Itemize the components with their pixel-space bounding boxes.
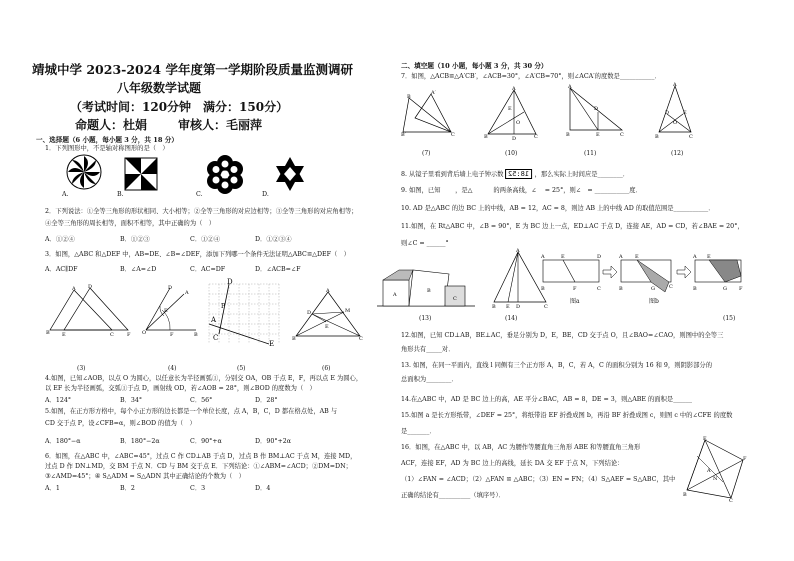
svg-text:B: B bbox=[619, 286, 623, 292]
svg-text:E: E bbox=[508, 106, 512, 112]
svg-text:C: C bbox=[620, 132, 624, 138]
svg-text:N: N bbox=[713, 476, 718, 482]
q8-text: 8. 从镜子里看到背后墙上电子钟示数 bbox=[401, 171, 504, 178]
question-13-line2: 总面积为________． bbox=[401, 376, 458, 383]
svg-text:C: C bbox=[110, 332, 114, 338]
svg-text:D: D bbox=[665, 110, 670, 116]
question-10: 10. AD 是△ABC 的边 BC 上的中线，AB = 12，AC = 8，则边 AB 上的中线 AD 的取值范围是___________． bbox=[401, 205, 715, 212]
question-11-line1: 11.如图，在 Rt△ABC 中，∠B = 90°，E 为 BC 边上一点，ED⊥AC 于点 D，连接 AE，AD = CD，若∠BAE = 20°， bbox=[401, 223, 744, 230]
q5-option-d: D．90°+2α bbox=[255, 438, 292, 445]
svg-text:E: E bbox=[561, 254, 565, 260]
fig-label-10: (10) bbox=[505, 150, 518, 157]
svg-text:D: D bbox=[88, 284, 93, 290]
fig-label-6: (6) bbox=[322, 365, 331, 372]
question-6-line3: ③∠AMD=45°；④ S△ADM = S△ADN 其中正确结论的个数为（ ） bbox=[45, 473, 245, 480]
svg-text:E: E bbox=[325, 324, 329, 330]
question-2-line1: 2．下列说法：①全等三角形的形状相同、大小相等；②全等三角形的对应边相等；③全等三角形的对应角相等； bbox=[45, 208, 358, 215]
svg-text:G: G bbox=[651, 286, 655, 292]
mirrored-clock: 18:52 bbox=[505, 169, 532, 179]
figure-5-grid bbox=[205, 280, 285, 346]
question-3: 3．如图，△ABC 和△DEF 中，AB=DE、∠B=∠DEF，添加下列哪一个条件无法证明△ABC≌△DEF（ ） bbox=[45, 251, 350, 258]
svg-text:F: F bbox=[170, 332, 174, 338]
fig-label-a: 图a bbox=[570, 298, 580, 305]
svg-text:O: O bbox=[142, 330, 147, 336]
svg-text:O: O bbox=[516, 120, 521, 126]
svg-text:M: M bbox=[345, 308, 351, 314]
question-1: 1．下列图形中，不是轴对称图形的是（ ） bbox=[45, 145, 169, 152]
svg-text:B: B bbox=[683, 492, 687, 498]
question-16-line4: 正确的结论有__________（填序号）． bbox=[401, 492, 505, 499]
svg-text:C: C bbox=[689, 134, 693, 140]
svg-text:B: B bbox=[541, 286, 545, 292]
q3-option-b: B．∠A=∠D bbox=[120, 266, 157, 273]
figure-12 bbox=[655, 84, 695, 140]
fig-label-15: (15) bbox=[723, 315, 736, 322]
figure-10 bbox=[484, 88, 540, 140]
q1-figure-a-pinwheel bbox=[62, 154, 108, 192]
svg-text:E: E bbox=[707, 254, 711, 260]
svg-text:A: A bbox=[72, 286, 76, 292]
q3-option-d: D．∠ACB=∠F bbox=[255, 266, 301, 273]
svg-text:E: E bbox=[269, 340, 275, 348]
q4-option-c: C．56° bbox=[190, 397, 213, 404]
question-15-line2: 是_______． bbox=[401, 428, 436, 435]
svg-text:D: D bbox=[168, 285, 173, 291]
svg-text:A: A bbox=[326, 288, 330, 294]
svg-text:A: A bbox=[185, 290, 189, 296]
svg-text:C: C bbox=[453, 296, 457, 302]
figure-11 bbox=[564, 86, 626, 138]
svg-text:D: D bbox=[512, 136, 517, 142]
q1-option-b: B. bbox=[117, 191, 124, 198]
svg-text:A′: A′ bbox=[431, 90, 436, 96]
svg-text:C: C bbox=[669, 284, 673, 290]
fig-label-14: (14) bbox=[505, 315, 518, 322]
svg-text:A: A bbox=[516, 248, 520, 254]
fig-label-13: (13) bbox=[419, 315, 432, 322]
svg-text:B: B bbox=[427, 288, 431, 294]
figure-4-angle-construction bbox=[140, 286, 200, 336]
svg-text:D: D bbox=[307, 310, 312, 316]
fig-label-12: (12) bbox=[671, 150, 684, 157]
svg-text:B′: B′ bbox=[401, 132, 406, 138]
question-4-line2: 以 EF 长为半径画弧，交弧①于点 D，画射线 OD，若∠AOB = 28°，则∠BOD 的度数为（ ） bbox=[45, 385, 316, 392]
svg-text:E: E bbox=[635, 254, 639, 260]
q2-option-c: C．①②④ bbox=[190, 236, 221, 243]
q8-blank: ，那么实际上时间应是________． bbox=[534, 171, 630, 178]
q6-option-b: B．2 bbox=[120, 485, 135, 492]
svg-text:F: F bbox=[743, 456, 747, 462]
svg-text:D: D bbox=[227, 278, 233, 286]
setter: 命题人：杜娟 bbox=[75, 118, 148, 132]
svg-text:C: C bbox=[534, 134, 538, 140]
svg-text:B: B bbox=[292, 336, 296, 342]
svg-text:A: A bbox=[673, 82, 677, 88]
figure-13-squares bbox=[375, 266, 479, 310]
fig-label-11: (11) bbox=[584, 150, 597, 157]
svg-text:B: B bbox=[492, 304, 496, 310]
svg-text:D: D bbox=[516, 304, 521, 310]
svg-text:E: E bbox=[703, 436, 707, 442]
figure-3-triangles bbox=[44, 286, 134, 336]
svg-text:O: O bbox=[673, 120, 678, 126]
question-6-line1: 6．如图，在△ABC 中，∠ABC=45°，过点 C 作 CD⊥AB 于点 D，过点 B 作 BM⊥AC 于点 M，连接 MD， bbox=[45, 453, 357, 460]
reviewer: 审核人：毛丽萍 bbox=[178, 118, 263, 132]
svg-text:C: C bbox=[597, 286, 601, 292]
svg-text:D: D bbox=[594, 106, 599, 112]
question-16-line2: ACF，连接 EF，AD 为 BC 边上的高线，延长 DA 交 EF 于点 N，下列结论： bbox=[401, 460, 624, 467]
question-16-line3: （1）∠FAN = ∠ACD；（2）△FAN ≌ △ABC；（3）EN = FN；（4）S△AEF = S△ABC，其中 bbox=[401, 476, 676, 483]
fig-label-5: (5) bbox=[237, 365, 246, 372]
q1-option-c: C. bbox=[196, 191, 203, 198]
svg-text:B: B bbox=[46, 330, 50, 336]
fig-label-7: (7) bbox=[422, 150, 431, 157]
svg-text:E: E bbox=[62, 332, 66, 338]
right-column bbox=[393, 0, 794, 561]
figure-6-triangle bbox=[292, 290, 364, 340]
q4-option-d: D．28° bbox=[255, 397, 278, 404]
svg-text:B: B bbox=[484, 134, 488, 140]
q1-figure-d-star bbox=[272, 155, 308, 193]
svg-text:C: C bbox=[451, 132, 455, 138]
q5-option-b: B．180°−2α bbox=[120, 438, 160, 445]
q1-figure-b-windmill bbox=[124, 157, 160, 191]
question-16-line1: 16．如图，在△ABC 中，以 AB，AC 为腰作等腰直角三角形 ABE 和等腰直角三角形 bbox=[401, 444, 641, 451]
svg-text:B: B bbox=[194, 332, 198, 338]
q6-option-d: D．4 bbox=[255, 485, 271, 492]
q2-option-b: B．①②③ bbox=[120, 236, 150, 243]
svg-text:F: F bbox=[573, 286, 577, 292]
q5-option-c: C．90°+α bbox=[190, 438, 222, 445]
fig-label-b: 图b bbox=[649, 298, 659, 305]
section1-heading: 一、选择题（6 小题，每小题 3 分，共 18 分） bbox=[36, 136, 178, 144]
svg-text:A: A bbox=[393, 292, 397, 298]
svg-text:B: B bbox=[407, 94, 411, 100]
time-info: （考试时间：120分钟 满分：150分） bbox=[70, 100, 289, 114]
svg-text:A: A bbox=[211, 316, 217, 324]
fig-label-3: (3) bbox=[77, 365, 86, 372]
svg-text:C: C bbox=[544, 304, 548, 310]
question-13-line1: 13. 如图，在同一平面内，直线 l 同侧有三个正方形 A，B，C，若 A，C 的面积分别为 16 和 9，则阴影部分的 bbox=[401, 362, 712, 369]
section2-heading: 二、填空题（10 小题，每小题 3 分，共 30 分） bbox=[401, 62, 548, 70]
question-8 bbox=[401, 169, 629, 179]
svg-text:A: A bbox=[512, 86, 516, 92]
question-6-line2: 过点 D 作 DN⊥MD，交 BM 于点 N．CD 与 BM 交于点 E．下列结论：①∠ABM=∠ACD；②DM=DN； bbox=[45, 463, 352, 470]
q2-option-a: A．①②④ bbox=[45, 236, 75, 243]
svg-text:A: A bbox=[707, 468, 711, 474]
svg-text:E: E bbox=[596, 132, 600, 138]
svg-text:G: G bbox=[723, 286, 727, 292]
question-9: 9. 如图，已知 ，是△ 的两条高线，∠ = 25°，则∠ = ___________度． bbox=[401, 187, 642, 194]
svg-text:A: A bbox=[619, 254, 623, 260]
figure-7 bbox=[401, 88, 457, 138]
svg-text:C: C bbox=[359, 336, 363, 342]
school-title: 靖城中学 2023-2024 学年度第一学期阶段质量监测调研 bbox=[32, 62, 353, 77]
q3-option-c: C．AC=DF bbox=[190, 266, 226, 273]
question-4-line1: 4.如图，已知∠AOB，以点 O 为圆心，以任意长为半径画弧①，分别交 OA，OB 于点 E，F，再以点 E 为圆心， bbox=[45, 375, 363, 382]
question-2-line2: ④全等三角形的周长相等，面积不相等，其中正确的为（ ） bbox=[45, 220, 216, 227]
svg-text:D: D bbox=[597, 254, 602, 260]
question-5-line2: CD 交于点 P，设∠CFB=α，则∠BOD 的值为（ ） bbox=[45, 420, 196, 427]
figure-16 bbox=[683, 436, 747, 502]
svg-text:E: E bbox=[506, 304, 510, 310]
svg-text:E: E bbox=[164, 308, 168, 314]
svg-text:A: A bbox=[693, 254, 697, 260]
question-14: 14.在△ABC 中，AD 是 BC 边上的高，AE 平分∠BAC，AB = 8，DE = 3，则△ABE 的面积是______ bbox=[401, 396, 693, 403]
question-5-line1: 5.如图，在正方形方格中，每个小正方形的边长都是一个单位长度，点 A，B，C，D 都在格点处，AB 与 bbox=[45, 408, 338, 415]
fig-label-4: (4) bbox=[168, 365, 177, 372]
q4-option-b: B．34° bbox=[120, 397, 143, 404]
question-7: 7．如图，△ACB≌△A′CB′，∠ACB=30°，∠A′CB=70°，则∠ACA′的度数是___________． bbox=[401, 73, 661, 80]
svg-text:A: A bbox=[541, 254, 545, 260]
q1-option-d: D. bbox=[262, 191, 269, 198]
q3-option-a: A．AC∥DF bbox=[45, 266, 78, 273]
question-12-line1: 12.如图，已知 CD⊥AB，BE⊥AC，垂足分别为 D，E，BE，CD 交于点 O，且∠BAO=∠CAO，则图中的全等三 bbox=[401, 332, 724, 339]
q6-option-c: C．3 bbox=[190, 485, 206, 492]
q2-option-d: D．①②③④ bbox=[255, 236, 292, 243]
svg-text:P: P bbox=[221, 303, 226, 310]
svg-text:B: B bbox=[693, 286, 697, 292]
svg-text:F: F bbox=[739, 286, 743, 292]
q6-option-a: A．1 bbox=[45, 485, 60, 492]
q1-figure-c-flower bbox=[203, 155, 247, 193]
svg-text:B: B bbox=[655, 134, 659, 140]
q4-option-a: A．124° bbox=[45, 397, 72, 404]
svg-text:B: B bbox=[566, 132, 570, 138]
svg-text:A: A bbox=[568, 84, 572, 90]
svg-text:C: C bbox=[213, 334, 219, 342]
question-15-line1: 15.如图 a 是长方形纸带，∠DEF = 25°，将纸带沿 EF 折叠成图 b，再沿 BF 折叠成图 c，则图 c 中的∠CFE 的度数 bbox=[401, 412, 733, 419]
question-11-line2: 则∠C = ______° bbox=[401, 240, 449, 247]
svg-text:E: E bbox=[683, 110, 687, 116]
question-12-line2: 角形共有_____对． bbox=[401, 346, 455, 353]
svg-text:C: C bbox=[729, 498, 733, 504]
q1-option-a: A. bbox=[62, 191, 69, 198]
svg-text:F: F bbox=[127, 332, 131, 338]
grade-title: 八年级数学试题 bbox=[117, 81, 202, 95]
figure-15-folding bbox=[541, 252, 771, 294]
q5-option-a: A．180°−α bbox=[45, 438, 81, 445]
